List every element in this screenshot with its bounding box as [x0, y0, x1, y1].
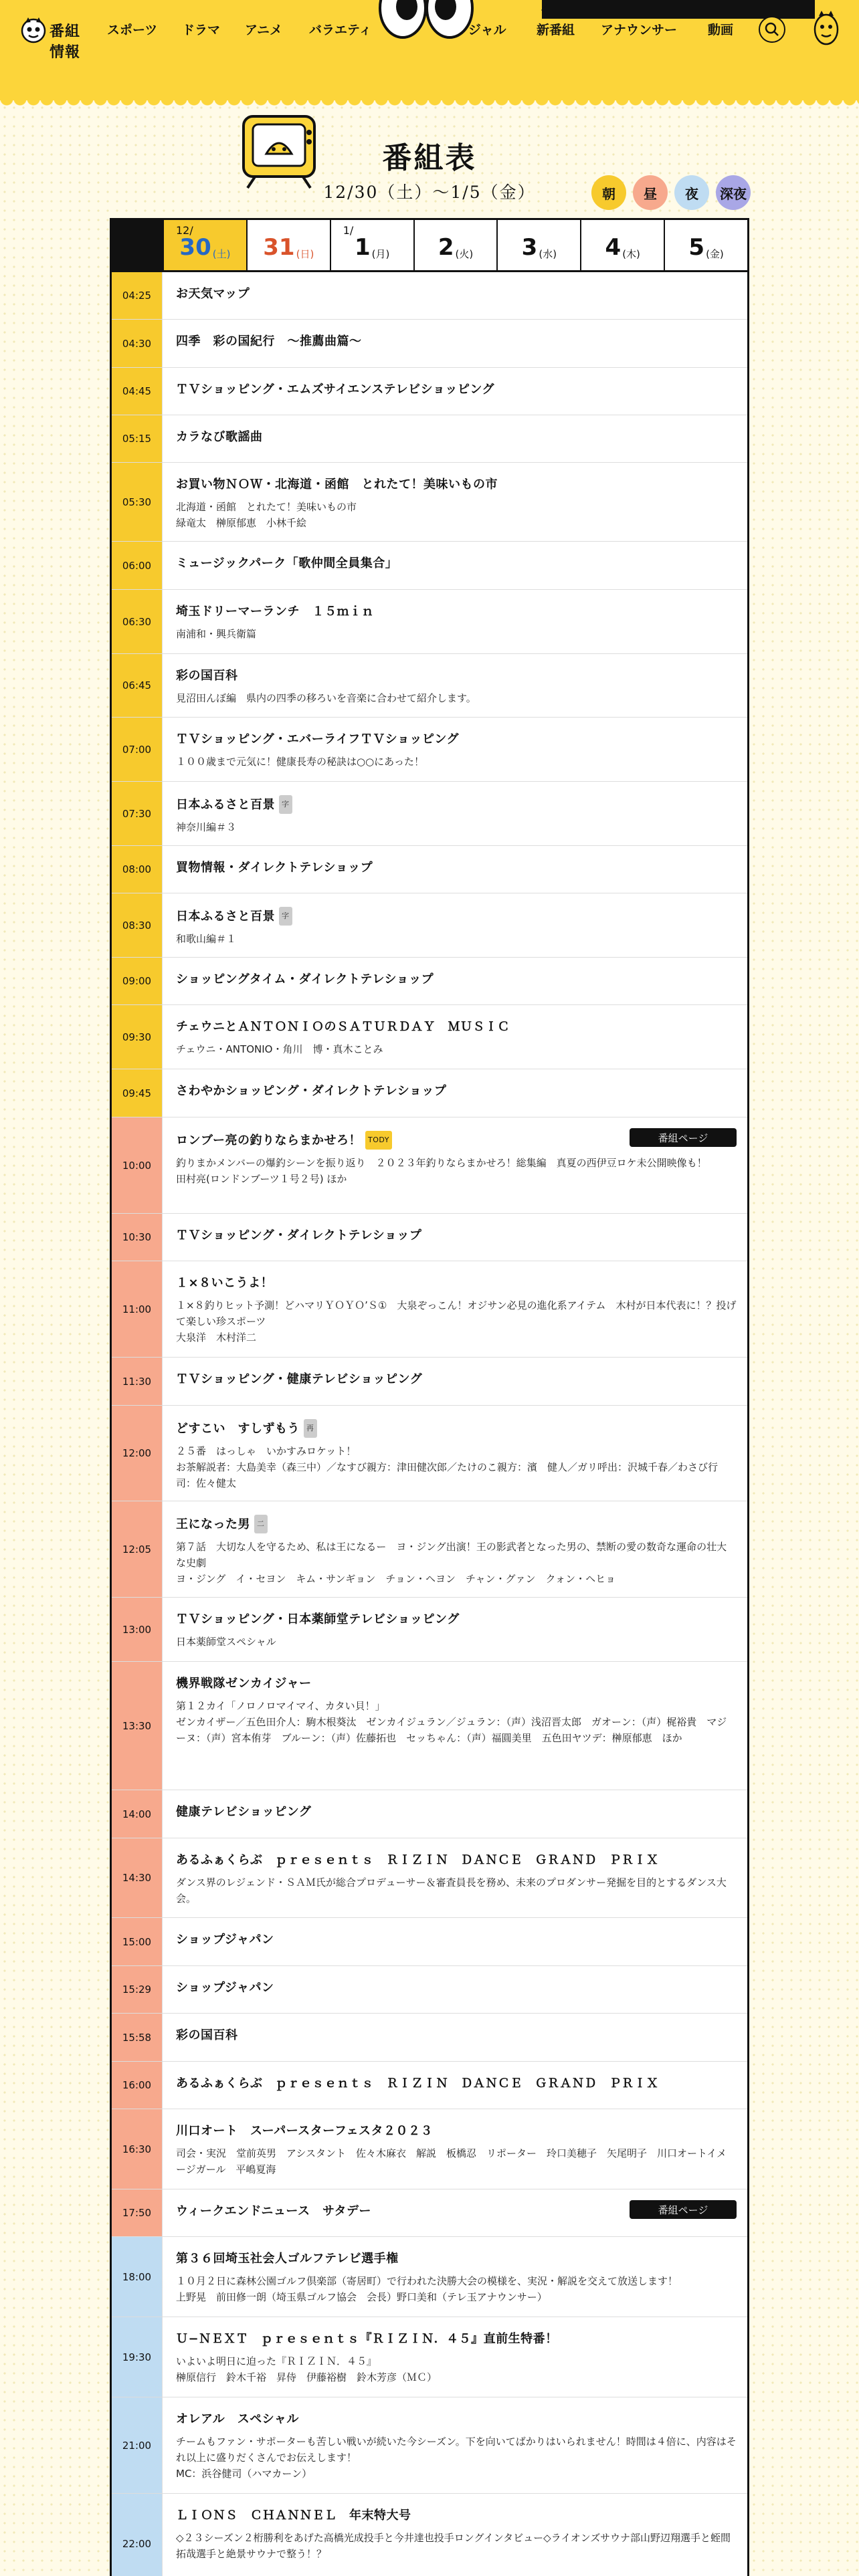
program-row[interactable] — [112, 2317, 747, 2397]
program-title[interactable] — [176, 555, 737, 572]
program-time: 10:00 — [112, 1117, 163, 1213]
program-title[interactable] — [176, 603, 737, 621]
program-row[interactable] — [112, 463, 747, 542]
program-title[interactable] — [176, 795, 737, 814]
program-body — [163, 2189, 747, 2236]
program-row[interactable] — [112, 415, 747, 463]
program-row[interactable] — [112, 1790, 747, 1838]
program-title[interactable] — [176, 286, 737, 303]
program-body — [163, 1598, 747, 1661]
program-title[interactable] — [176, 1018, 737, 1036]
program-page-button[interactable]: 番組ページ — [630, 2200, 737, 2219]
program-time: 04:30 — [112, 320, 163, 367]
program-body — [163, 1501, 747, 1597]
program-row[interactable] — [112, 1838, 747, 1918]
program-description: １×８釣りヒット予測！どハマリＹＯＹＯ’Ｓ① 大泉ぞっこん！オジサン必見の進化系アイテム 木村が日本代表に！？投げて楽しい珍スポーツ — [176, 1299, 737, 1327]
program-description: 第１２カイ「ノロノロマイマイ、カタい貝！」 — [176, 1700, 385, 1712]
program-title-text: ＴＶショッピング・健康テレビショッピング — [176, 1372, 423, 1386]
day-weekday: (月) — [371, 248, 390, 260]
program-body — [163, 415, 747, 462]
program-description: ◇２３シーズン２桁勝利をあげた高橋光成投手と今井達也投手ロングインタビュー◇ライオンズサウナ部山野辺翔選手と蛭間拓哉選手と絶景サウナで整う！？ — [176, 2532, 731, 2560]
day-tab-30[interactable] — [163, 220, 246, 270]
day-number: 3 — [521, 234, 538, 261]
program-description: 見沼田んぼ編 県内の四季の移ろいを音楽に合わせて紹介します。 — [176, 692, 476, 704]
program-title-text: ＴＶショッピング・日本薬師堂テレビショッピング — [176, 1612, 460, 1626]
program-time: 15:29 — [112, 1966, 163, 2013]
program-title-text: ＴＶショッピング・エバーライフＴＶショッピング — [176, 732, 459, 746]
program-time: 14:30 — [112, 1838, 163, 1917]
program-cast: お茶解説者：大島美幸（森三中）／なすび親方：津田健次郎／たけのこ親方：濱 健人／ガリ呼出：沢城千春／わさび行司：佐々健太 — [176, 1461, 719, 1489]
program-list — [112, 272, 747, 2576]
program-body — [163, 846, 747, 893]
program-title[interactable] — [176, 2123, 737, 2140]
day-tabs-corner — [112, 220, 163, 270]
program-title-text: ミュージックパーク「歌仲間全員集合」 — [176, 556, 398, 570]
search-button[interactable] — [759, 16, 785, 43]
time-button-late-night[interactable] — [716, 175, 751, 210]
program-description: 南浦和・興兵衛篇 — [176, 628, 257, 640]
program-body — [163, 1406, 747, 1501]
program-time: 06:30 — [112, 590, 163, 653]
program-body — [163, 2317, 747, 2397]
program-title[interactable] — [176, 1371, 737, 1388]
program-body — [163, 542, 747, 589]
program-title[interactable] — [176, 1979, 737, 1997]
program-description: 釣りまかメンバーの爆釣シーンを振り返り ２０２３年釣りならまかせろ！総集編 真夏の西伊豆ロケ未公開映像も！ — [176, 1157, 707, 1169]
program-time: 14:00 — [112, 1790, 163, 1838]
day-tabs — [112, 220, 747, 272]
program-description: 司会・実況 堂前英男 アシスタント 佐々木麻衣 解説 板橋忍 リポーター 玲口美穂子 矢尾明子 川口オートイメージガール 平嶋夏海 — [176, 2147, 727, 2175]
program-row[interactable] — [112, 1117, 747, 1214]
nav-drama[interactable]: ドラマ — [182, 23, 221, 37]
program-row[interactable] — [112, 1662, 747, 1790]
program-row[interactable] — [112, 782, 747, 846]
day-month: 1/ — [343, 224, 354, 237]
program-row[interactable] — [112, 1966, 747, 2014]
program-time: 16:30 — [112, 2109, 163, 2189]
program-row[interactable] — [112, 893, 747, 958]
program-body — [163, 893, 747, 957]
program-body — [163, 1918, 747, 1965]
program-body — [163, 1069, 747, 1117]
program-body — [163, 2494, 747, 2576]
program-body — [163, 1838, 747, 1917]
schedule-table — [110, 218, 749, 2576]
program-time: 11:00 — [112, 1261, 163, 1357]
program-time: 06:45 — [112, 654, 163, 717]
program-title[interactable] — [176, 333, 737, 350]
program-body — [163, 782, 747, 845]
program-description: 和歌山編＃１ — [176, 933, 237, 945]
program-row[interactable] — [112, 2189, 747, 2237]
time-button-label: 朝 — [602, 185, 615, 202]
day-weekday: (水) — [539, 248, 557, 260]
program-badge: 二 — [254, 1515, 268, 1533]
program-description: チェウニ・ANTONIO・角川 博・真木ことみ — [176, 1043, 383, 1055]
program-row[interactable] — [112, 1406, 747, 1501]
program-time: 16:00 — [112, 2062, 163, 2109]
day-weekday: (木) — [622, 248, 640, 260]
nav-sports[interactable]: スポーツ — [107, 23, 158, 37]
program-row[interactable] — [112, 590, 747, 654]
program-cast: 大泉洋 木村洋二 — [176, 1331, 257, 1344]
day-number: 30 — [179, 234, 211, 261]
program-title-text: 王になった男 — [176, 1517, 250, 1531]
program-time: 13:00 — [112, 1598, 163, 1661]
day-tab-2[interactable] — [413, 220, 497, 270]
program-description: 北海道・函館 とれたて！美味いもの市 — [176, 501, 357, 513]
day-number: 2 — [438, 234, 454, 261]
program-title-text: ロンブー亮の釣りならまかせろ！ — [176, 1134, 361, 1148]
program-description: １０月２日に森林公園ゴルフ倶楽部（寄居町）で行われた決勝大会の模様を、実況・解説を交えて放送します！ — [176, 2275, 678, 2287]
program-body — [163, 368, 747, 415]
program-title-text: 第３６回埼玉社会人ゴルフテレビ選手権 — [176, 2252, 399, 2266]
program-title-text: オレアル スペシャル — [176, 2412, 299, 2426]
program-title[interactable] — [176, 1852, 737, 1869]
program-body — [163, 463, 747, 541]
program-time: 22:00 — [112, 2494, 163, 2576]
day-month: 12/ — [176, 224, 193, 237]
program-title[interactable] — [176, 2507, 737, 2525]
program-time: 21:00 — [112, 2397, 163, 2493]
program-title[interactable] — [176, 1804, 737, 1821]
day-weekday: (土) — [212, 248, 231, 260]
program-row[interactable] — [112, 2494, 747, 2576]
program-row[interactable] — [112, 2397, 747, 2494]
program-title-text: カラなび歌謡曲 — [176, 430, 263, 444]
program-time: 09:30 — [112, 1005, 163, 1069]
program-title[interactable] — [176, 2075, 737, 2092]
program-description: ２５番 はっしゃ いかすみロケット！ — [176, 1445, 357, 1457]
program-time: 10:30 — [112, 1214, 163, 1261]
day-number: 1 — [354, 234, 371, 261]
program-title-text: 彩の国百科 — [176, 669, 238, 683]
program-body — [163, 1214, 747, 1261]
program-row[interactable] — [112, 1069, 747, 1117]
program-body — [163, 590, 747, 653]
program-time: 07:30 — [112, 782, 163, 845]
program-row[interactable] — [112, 2062, 747, 2109]
program-cast: 緑竜太 榊原郁恵 小林千絵 — [176, 517, 307, 529]
mascot-menu-icon — [811, 9, 842, 48]
program-badge: 再 — [304, 1419, 317, 1438]
day-number: 31 — [263, 234, 295, 261]
nav-variety[interactable]: バラエティ — [309, 23, 372, 37]
time-button-label: 夜 — [685, 185, 698, 202]
program-time: 07:00 — [112, 718, 163, 781]
nav-announcer[interactable]: アナウンサー — [601, 23, 678, 37]
program-cast: 田村亮(ロンドンブーツ１号２号) ほか — [176, 1173, 347, 1185]
program-time: 19:30 — [112, 2317, 163, 2397]
program-time: 08:00 — [112, 846, 163, 893]
program-title[interactable] — [176, 2027, 737, 2044]
program-title-text: お買い物ＮＯＷ・北海道・函館 とれたて！美味いもの市 — [176, 477, 498, 492]
program-badge: 字 — [279, 795, 292, 814]
program-row[interactable] — [112, 2237, 747, 2317]
day-weekday: (金) — [706, 248, 724, 260]
program-title[interactable] — [176, 381, 737, 399]
program-row[interactable] — [112, 320, 747, 368]
program-title-text: 健康テレビショッピング — [176, 1805, 312, 1819]
program-description: ダンス界のレジェンド・ＳＡＭ氏が総合プロデューサー＆審査員長を務め、未来のプロダンサー発掘を目的とするダンス大会。 — [176, 1876, 727, 1905]
program-body — [163, 1117, 747, 1213]
program-title[interactable] — [176, 859, 737, 877]
program-time: 18:00 — [112, 2237, 163, 2317]
program-cast: MC：浜谷健司（ハマカーン） — [176, 2468, 312, 2480]
program-row[interactable] — [112, 542, 747, 590]
program-description: 神奈川編＃３ — [176, 821, 237, 833]
program-row[interactable] — [112, 1358, 747, 1406]
program-cast: 上野晃 前田修一朗（埼玉県ゴルフ協会 会長）野口美和（テレ玉アナウンサー） — [176, 2291, 547, 2303]
program-time: 09:00 — [112, 958, 163, 1004]
program-title-text: 四季 彩の国紀行 〜推薦曲篇〜 — [176, 334, 362, 348]
program-title[interactable] — [176, 907, 737, 926]
program-title[interactable] — [176, 1275, 737, 1292]
program-row[interactable] — [112, 368, 747, 415]
program-time: 04:25 — [112, 272, 163, 319]
program-title[interactable] — [176, 2331, 737, 2348]
program-title-text: さわやかショッピング・ダイレクトテレショップ — [176, 1084, 447, 1098]
program-title-text: ＴＶショッピング・エムズサイエンステレビショッピング — [176, 383, 494, 397]
program-title-text: ＬＩＯＮＳ ＣＨＡＮＮＥＬ 年末特大号 — [176, 2508, 411, 2523]
program-title-text: ＴＶショッピング・ダイレクトテレショップ — [176, 1228, 422, 1243]
day-weekday: (火) — [455, 248, 474, 260]
program-time: 11:30 — [112, 1358, 163, 1405]
program-row[interactable] — [112, 1005, 747, 1069]
program-row[interactable] — [112, 1261, 747, 1358]
program-body — [163, 2109, 747, 2189]
program-badge: 字 — [279, 907, 292, 926]
program-title[interactable] — [176, 1931, 737, 1949]
program-title[interactable] — [176, 2250, 737, 2268]
date-range: 12/30（土）〜1/5（金） — [323, 183, 536, 202]
program-time: 15:00 — [112, 1918, 163, 1965]
day-tab-4[interactable] — [580, 220, 664, 270]
site-header — [0, 0, 859, 100]
day-tab-1[interactable] — [330, 220, 413, 270]
program-title-text: あるふぁくらぶ ｐｒｅｓｅｎｔｓ ＲＩＺＩＮ ＤＡＮＣＥ ＧＲＡＮＤ ＰＲＩＸ — [176, 2076, 659, 2090]
program-title[interactable] — [176, 1419, 737, 1438]
program-title-text: あるふぁくらぶ ｐｒｅｓｅｎｔｓ ＲＩＺＩＮ ＤＡＮＣＥ ＧＲＡＮＤ ＰＲＩＸ — [176, 1853, 659, 1867]
program-title-text: お天気マップ — [176, 287, 250, 301]
program-time: 08:30 — [112, 893, 163, 957]
menu-mascot-button[interactable] — [811, 9, 842, 48]
time-button-label: 深夜 — [720, 185, 747, 202]
program-row[interactable] — [112, 2014, 747, 2062]
program-title-text: 買物情報・ダイレクトテレショップ — [176, 861, 373, 875]
site-logo[interactable] — [19, 12, 92, 61]
program-title-text: ウィークエンドニュース サタデー — [176, 2204, 372, 2218]
day-tab-3[interactable] — [496, 220, 580, 270]
program-body — [163, 1005, 747, 1069]
program-title[interactable] — [176, 429, 737, 446]
program-time: 12:00 — [112, 1406, 163, 1501]
day-number: 5 — [688, 234, 705, 261]
program-title[interactable] — [176, 1227, 737, 1245]
program-title[interactable] — [176, 1515, 737, 1533]
program-row[interactable] — [112, 846, 747, 893]
program-title-text: 彩の国百科 — [176, 2028, 238, 2042]
time-button-night[interactable] — [674, 175, 709, 210]
program-row[interactable] — [112, 1918, 747, 1966]
nav-anime[interactable]: アニメ — [245, 23, 283, 37]
program-body — [163, 718, 747, 781]
program-title[interactable] — [176, 971, 737, 988]
program-description: １００歳まで元気に！健康長寿の秘訣は○○にあった！ — [176, 756, 425, 768]
program-body — [163, 2397, 747, 2493]
mascot-eyes-icon — [376, 0, 476, 40]
program-title-text: 川口オート スーパースターフェスタ２０２３ — [176, 2124, 433, 2138]
program-cast: 榊原信行 鈴木千裕 昇侍 伊藤裕樹 鈴木芳彦（ＭＣ） — [176, 2371, 438, 2383]
program-title-text: １×８いこうよ！ — [176, 1276, 274, 1290]
program-time: 06:00 — [112, 542, 163, 589]
time-button-day[interactable] — [633, 175, 668, 210]
program-title[interactable] — [176, 1611, 737, 1628]
program-cast: ゼンカイザー／五色田介人：駒木根葵汰 ゼンカイジュラン／ジュラン：（声）浅沼晋太郎 ガオーン：（声）梶裕貴 マジーヌ：（声）宮本侑芽 ブルーン：（声）佐藤拓也 セッちゃん：（声）福圓美里 五色田ヤツデ：榊原郁恵 ほか — [176, 1716, 727, 1744]
program-title[interactable] — [176, 1675, 737, 1693]
program-title-text: ショッピングタイム・ダイレクトテレショップ — [176, 972, 434, 986]
day-tab-5[interactable] — [664, 220, 747, 270]
program-title[interactable] — [176, 2411, 737, 2428]
program-time: 05:30 — [112, 463, 163, 541]
program-page-button[interactable]: 番組ページ — [630, 1128, 737, 1147]
program-time: 05:15 — [112, 415, 163, 462]
program-row[interactable] — [112, 272, 747, 320]
program-time: 15:58 — [112, 2014, 163, 2061]
nav-new-program[interactable]: 新番組 — [537, 23, 575, 37]
program-body — [163, 2237, 747, 2317]
program-time: 12:05 — [112, 1501, 163, 1597]
program-badge: TODY — [365, 1131, 392, 1150]
program-title-text: 機界戦隊ゼンカイジャー — [176, 1677, 312, 1691]
program-body — [163, 1358, 747, 1405]
program-row[interactable] — [112, 958, 747, 1005]
program-body — [163, 2062, 747, 2109]
program-title-text: チェウニとＡＮＴＯＮＩＯのＳＡＴＵＲＤＡＹ ＭＵＳＩＣ — [176, 1020, 510, 1034]
nav-special[interactable]: ジャル — [468, 23, 506, 37]
day-number: 4 — [605, 234, 622, 261]
program-body — [163, 2014, 747, 2061]
program-time: 04:45 — [112, 368, 163, 415]
program-body — [163, 1790, 747, 1838]
program-title-text: ショップジャパン — [176, 1981, 274, 1995]
program-description: 第７話 大切な人を守るため、私は王になるー ヨ・ジング出演！王の影武者となった男の、禁断の愛の数奇な運命の壮大な史劇 — [176, 1541, 727, 1569]
program-title[interactable] — [176, 667, 737, 685]
program-row[interactable] — [112, 654, 747, 718]
program-cast: ヨ・ジング イ・セヨン キム・サンギョン チョン・ヘヨン チャン・グァン クォン・ヘヒョ — [176, 1573, 616, 1585]
program-row[interactable] — [112, 1501, 747, 1598]
day-tab-31[interactable] — [246, 220, 330, 270]
program-description: チームもファン・サポーターも苦しい戦いが続いた今シーズン。下を向いてばかりはいられません！時間は４倍に、内容はそれ以上に盛りだくさんでお伝えします！ — [176, 2436, 737, 2464]
program-row[interactable] — [112, 1598, 747, 1662]
time-button-morning[interactable] — [591, 175, 626, 210]
program-description: 日本薬師堂スペシャル — [176, 1636, 276, 1648]
program-row[interactable] — [112, 1214, 747, 1261]
time-button-label: 昼 — [644, 185, 657, 202]
program-description: いよいよ明日に迫った『ＲＩＺＩＮ．４５』 — [176, 2355, 377, 2367]
page-title: 番組表 — [382, 141, 477, 175]
program-body — [163, 1662, 747, 1790]
program-row[interactable] — [112, 2109, 747, 2189]
program-body — [163, 958, 747, 1004]
nav-video[interactable]: 動画 — [708, 23, 734, 37]
program-title[interactable] — [176, 476, 737, 494]
program-title-text: 日本ふるさと百景 — [176, 909, 275, 924]
program-title-text: ショップジャパン — [176, 1933, 274, 1947]
logo-text: 番組情報 — [50, 23, 81, 61]
day-weekday: (日) — [296, 248, 314, 260]
program-row[interactable] — [112, 718, 747, 782]
program-body — [163, 1966, 747, 2013]
program-time: 13:30 — [112, 1662, 163, 1790]
program-time: 09:45 — [112, 1069, 163, 1117]
search-icon — [760, 17, 784, 41]
program-body — [163, 320, 747, 367]
logo-mascot-icon — [19, 15, 48, 44]
program-title[interactable] — [176, 1083, 737, 1100]
program-title-text: Ｕ−ＮＥＸＴ ｐｒｅｓｅｎｔｓ『ＲＩＺＩＮ．４５』直前生特番！ — [176, 2332, 558, 2346]
program-title-text: どすこい すしずもう — [176, 1422, 300, 1436]
program-title-text: 埼玉ドリーマーランチ １５ｍｉｎ — [176, 605, 374, 619]
program-title-text: 日本ふるさと百景 — [176, 798, 275, 812]
program-time: 17:50 — [112, 2189, 163, 2236]
program-body — [163, 272, 747, 319]
program-body — [163, 1261, 747, 1357]
program-title[interactable] — [176, 731, 737, 748]
program-body — [163, 654, 747, 717]
banner-prev-glyph[interactable]: 〈 — [535, 4, 547, 18]
